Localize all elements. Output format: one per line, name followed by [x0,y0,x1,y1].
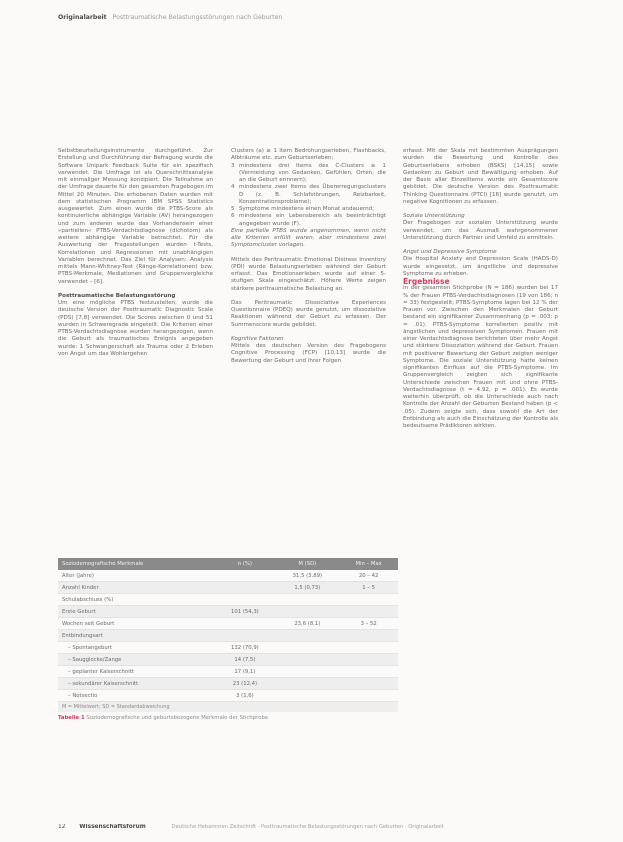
body-paragraph: Um eine mögliche PTBS festzustellen, wurde die deutsche Version der Posttraumatic Diagnostic Scale (PDS) [7,8] verwendet. Die Scores zwischen 0 und 51 wurden in Schweregrade eingeteilt. Die Kriterien einer PTBS-Verdachtsdiagnose wurden herangezogen, wenn die Geburt als traumatisches Ereignis angegeben wurde: 1 Schwangerschaft als Trauma oder 2 Erleben von Angst um das Wohlergehen [58,300,213,357]
table-row [58,678,398,690]
table-row [58,618,398,630]
cell-mean [275,654,339,666]
cell-n [214,630,275,642]
column-header: Soziodemografische Merkmale [58,558,214,570]
body-paragraph: In der gesamten Stichprobe (N = 186) wurden bei 17 % der Frauen PTBS-Verdachtsdiagnosen (19 von 186; n = 33) festgestellt; PTBS-Symptome lagen bei 12 % der Frauen vor. Zwischen den Merkmalen der Geburt bestand ein signifikanter Zusammenhang (p = .003; p = .01). PTBS-Symptome korrelierten positiv mit ängstlichen und depressiven Symptomen. Frauen mit einer Verdachtsdiagnose berichteten über mehr Angst und stärkere Dissoziation während der Geburt. Frauen mit positiverer Bewertung der Geburt zeigten weniger Symptome. Die soziale Unterstützung hatte keinen signifikanten Einfluss auf die PTBS-Symptome. Im Gruppenvergleich zeigten sich signifikante Unterschiede zwischen Frauen mit und ohne PTBS-Verdachtsdiagnose (t = 4.92, p = .001). Es wurde weiterhin überprüft, ob die Unterschiede auch nach Kontrolle der Anzahl der Geburten Bestand haben (p < .05). Zudem zeigte sich, dass sowohl die Art der Entbindung als auch die Einschätzung der Kontrolle als bedeutsame Prädiktoren wirkten. [403,285,558,429]
text-column-2 [231,148,386,365]
cell-range [339,678,398,690]
cell-range [339,594,398,606]
body-paragraph: erfasst. Mit der Skala mit bestimmten Ausprägungen wurden die Bewertung und Kontrolle des Geburtserlebens erhoben (BSKS) [14,15] sowie Gedanken zu Geburt und Bewältigung erhoben. Auf der Basis aller Einzelitems wurde ein Gesamtscore gebildet. Die deutsche Version des Posttraumatic Thinking Questionnaire (PTCI) [16] wurde genutzt, um negative Kognitionen zu erfassen. [403,148,558,205]
row-label: – Notsectio [58,690,214,702]
cell-mean [275,606,339,618]
cell-mean [275,690,339,702]
table-row [58,690,398,702]
row-label: Entbindungsart [58,630,214,642]
body-paragraph: Eine partielle PTBS wurde angenommen, wenn nicht alle Kriterien erfüllt waren, aber mindestens zwei Symptomcluster vorlagen. [231,227,386,249]
table-row [58,594,398,606]
body-paragraph: Die Hospital Anxiety and Depression Scale (HADS-D) wurde eingesetzt, um ängstliche und depressive Symptome zu erheben. [403,256,558,277]
cell-range: 3 – 52 [339,618,398,630]
cell-mean: 1,5 (0,73) [275,582,339,594]
table-caption: Tabelle 1 Soziodemografische und geburtsbezogene Merkmale der Stichprobe [58,715,269,721]
table-row [58,570,398,582]
row-label: Anzahl Kinder [58,582,214,594]
row-label: Wochen seit Geburt [58,618,214,630]
column-header: M (SD) [275,558,339,570]
cell-n [214,582,275,594]
citation-line: Deutsche Hebammen Zeitschrift · Posttraumatische Belastungsstörungen nach Geburten · Originalarbeit [171,824,444,830]
body-paragraph: Clusters (a) ≥ 1 Item Bedrohungserleben, Flashbacks, Albträume etc. zum Geburtserleben; [231,148,386,162]
table-row [58,630,398,642]
subsection-heading: Angst und Depressive Symptome [403,249,497,255]
body-paragraph: Mittels des deutschen Version des Fragebogens Cognitive Processing (FCP) [10,13] wurde die Bewertung der Geburt und ihrer Folgen [231,343,386,364]
journal-section: Wissenschaftsforum [79,824,146,830]
subsection-heading: Soziale Unterstützung [403,213,465,219]
table-note: M = Mittelwert; SD = Standardabweichung [58,702,398,712]
body-paragraph: Selbstbeurteilungsinstrumente durchgeführt. Zur Erstellung und Durchführung der Befragung wurde die Software Unipark Feedback Suite für ein spezifisch verwendet. Die Umfrage ist als Querschnittsanalyse mit einmaliger Messung konzipiert. Die Teilnahme an der Umfrage dauerte für den gesamten Fragebogen im Mittel 20 Minuten. Die erhobenen Daten wurden mit dem statistischen Programm IBM SPSS Statistics ausgewertet. Zum einen wurde die PTBS-Score als kontinuierliche abhängige Variable (AV) herangezogen und zum anderen wurde das Vorhandensein einer »partiellen« PTBS-Verdachtsdiagnose (dichotom) als weitere abhängige Variable betrachtet. Für die Auswertung der Fragestellungen wurden t-Tests, Korrelationen und Regressionen mit unabhängigen Variablen berechnet. Das Ziel für Analysen: Analysis mittels Mann-Whitney-Test (Ränge-Korrelationen) bzw. PTBS-Merkmale, Mediationen und Gruppenvergleiche verwendet – [6]. [58,148,213,285]
cell-mean [275,666,339,678]
page-number: 12 [58,824,66,830]
cell-mean: 31,5 (3,89) [275,570,339,582]
cell-range [339,666,398,678]
body-paragraph: Das Peritraumatic Dissociative Experiences Questionnaire (PDEQ) wurde genutzt, um dissoziative Reaktionen während der Geburt zu erfassen. Der Summenscore wurde gebildet. [231,299,386,328]
subsection-heading: Kognitive Faktoren [231,335,284,342]
results-heading: Ergebnisse [403,277,450,286]
page-footer [58,824,583,830]
row-label: – Spontangeburt [58,642,214,654]
table-row [58,666,398,678]
table-row [58,606,398,618]
cell-mean [275,594,339,606]
header-title: Posttraumatische Belastungsstörungen nach Geburten [112,14,283,21]
criteria-list [231,163,386,228]
table-row [58,654,398,666]
column-header: n (%) [214,558,275,570]
running-header [58,14,563,21]
cell-range [339,630,398,642]
cell-range [339,690,398,702]
table-header-row [58,558,398,570]
cell-n: 14 (7,5) [214,654,275,666]
text-column-3 [403,148,558,430]
cell-range: 1 – 5 [339,582,398,594]
table-row [58,582,398,594]
row-label: Erste Geburt [58,606,214,618]
data-table [58,558,398,721]
cell-range [339,654,398,666]
list-item: 6 mindestens ein Lebensbereich als beeinträchtigt angegeben wurde (F). [231,213,386,227]
text-column-1 [58,148,213,358]
row-label: – sekundärer Kaiserschnitt [58,678,214,690]
cell-mean [275,642,339,654]
cell-n: 17 (9,1) [214,666,275,678]
list-item: 3 mindestens drei Items des C-Clusters ≥ 1 (Vermeidung von Gedanken, Gefühlen, Orten, die an die Geburt erinnern); [231,162,386,183]
header-section: Originalarbeit [58,14,107,21]
cell-n: 23 (12,4) [214,678,275,690]
cell-n [214,570,275,582]
row-label: Alter (Jahre) [58,570,214,582]
cell-range: 20 – 42 [339,570,398,582]
section-heading: Posttraumatische Belastungsstörung [58,292,176,299]
cell-n: 3 (1,6) [214,690,275,702]
cell-mean [275,630,339,642]
body-paragraph: Mittels des Peritraumatic Emotional Distress Inventory (PDI) wurde Belastungserleben während der Geburt erfasst. Das Emotionserleben wurde auf einer 5-stufigen Skala eingeschätzt. Höhere Werte zeigen stärkere peritraumatische Belastung an. [231,256,386,292]
table-row [58,642,398,654]
column-header: Min – Max [339,558,398,570]
cell-n: 101 (54,3) [214,606,275,618]
body-paragraph: Der Fragebogen zur sozialen Unterstützung wurde verwendet, um das Ausmaß wahrgenommener Unterstützung durch Partner und Umfeld zu ermitteln. [403,220,558,241]
row-label: Schulabschluss (%) [58,594,214,606]
cell-mean: 23,6 (8,1) [275,618,339,630]
cell-n: 132 (70,9) [214,642,275,654]
list-item: 4 mindestens zwei Items des Übererregungsclusters D (z. B. Schlafstörungen, Reizbarkeit, Konzentrationsprobleme); [231,184,386,205]
cell-n [214,594,275,606]
list-item: 5 Symptome mindestens einen Monat andauernd; [231,206,375,212]
cell-range [339,606,398,618]
cell-n [214,618,275,630]
row-label: – Saugglocke/Zange [58,654,214,666]
cell-mean [275,678,339,690]
row-label: – geplanter Kaiserschnitt [58,666,214,678]
cell-range [339,642,398,654]
